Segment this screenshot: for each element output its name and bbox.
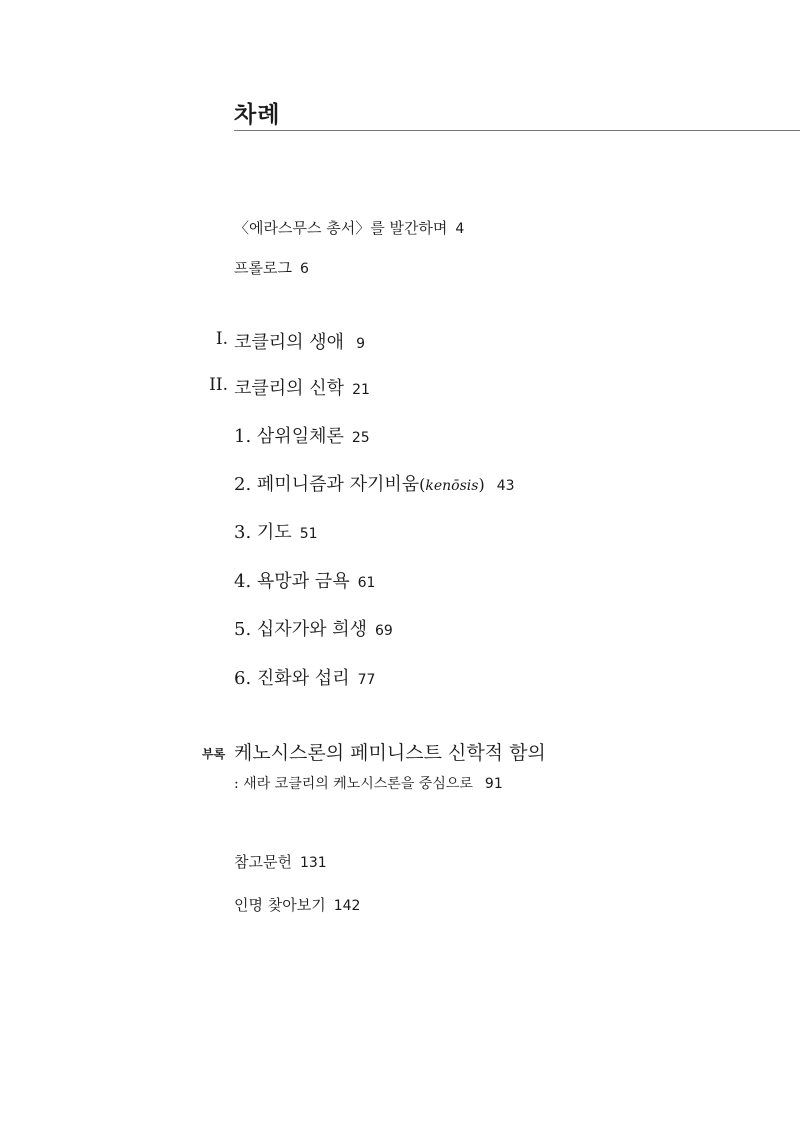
title-divider [234,130,800,131]
toc-entry-label: 인명 찾아보기 [234,896,326,914]
toc-entry-section-4[interactable] [234,567,375,593]
appendix-subtitle: : 새라 코클리의 케노시스론을 중심으로 [234,776,473,792]
toc-entry-label: 삼위일체론 [256,426,344,447]
toc-entry-section-5[interactable] [234,615,393,641]
page-title: 차례 [234,102,281,128]
toc-entry-chapter-2[interactable] [234,374,370,400]
toc-entry-section-3[interactable] [234,518,318,544]
toc-entry-label: 페미니즘과 자기비움 [256,474,420,495]
toc-page-number: 131 [299,855,327,871]
section-number: 6. [234,668,252,689]
toc-entry-prologue[interactable] [234,257,309,278]
toc-entry-label: 기도 [256,522,292,543]
toc-entry-label: 〈에라스무스 총서〉를 발간하며 [234,219,448,237]
toc-entry-chapter-1[interactable] [234,328,365,354]
toc-entry-references[interactable] [234,851,327,872]
toc-page-number: 142 [333,898,361,914]
section-number: 2. [234,474,252,495]
chapter-numeral: II. [209,375,228,395]
kenosis-term: kenōsis [425,478,479,494]
toc-entry-label: 진화와 섭리 [256,668,350,689]
toc-entry-label: 코클리의 신학 [234,378,345,399]
chapter-numeral: I. [215,329,228,349]
toc-entry-label: 프롤로그 [234,259,292,277]
toc-entry-foreword[interactable] [234,217,464,238]
toc-page-number: 77 [357,672,376,688]
toc-page-number: 51 [299,526,318,542]
toc-entry-label: 코클리의 생애 [234,332,345,353]
toc-entry-name-index[interactable] [234,894,360,915]
toc-entry-label: 십자가와 희생 [256,619,367,640]
toc-page-number: 43 [496,478,515,494]
section-number: 1. [234,426,252,447]
toc-entry-label: 참고문헌 [234,853,292,871]
toc-entry-appendix-subtitle[interactable] [234,773,503,793]
toc-entry-section-6[interactable] [234,664,375,690]
toc-page-number: 6 [299,261,309,277]
appendix-label: 부록 [202,747,226,761]
toc-entry-label: 욕망과 금욕 [256,571,350,592]
toc-entry-section-1[interactable] [234,422,370,448]
toc-page-number: 9 [356,336,365,352]
toc-page-number: 4 [455,221,465,237]
section-number: 3. [234,522,252,543]
section-number: 5. [234,619,252,640]
toc-page-number: 91 [484,776,503,792]
toc-page-number: 21 [352,382,370,398]
section-number: 4. [234,571,252,592]
toc-page-number: 61 [357,575,376,591]
toc-page-number: 69 [374,623,393,639]
toc-page-number: 25 [351,430,370,446]
toc-entry-appendix[interactable]: 케노시스론의 페미니스트 신학적 함의 [234,742,546,764]
toc-entry-section-2[interactable]: 2. 페미니즘과 자기비움(kenōsis) 43 [234,474,515,495]
